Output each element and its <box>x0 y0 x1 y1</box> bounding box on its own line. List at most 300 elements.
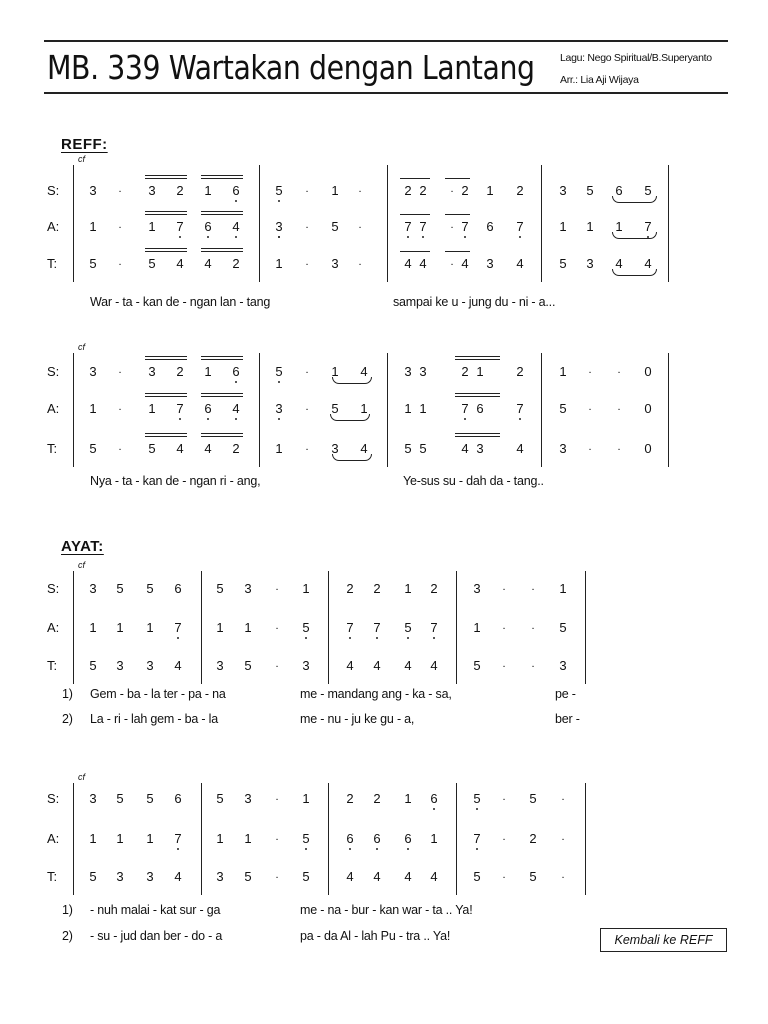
note: 7 <box>516 401 524 416</box>
rest-dot: . <box>118 219 122 231</box>
note: 5 <box>586 183 594 198</box>
note: 2 <box>430 581 438 596</box>
composer-credit: Lagu: Nego Spiritual/B.Superyanto <box>560 52 712 64</box>
note: 1 <box>148 401 156 416</box>
note: 5 <box>302 831 310 846</box>
slur <box>332 377 372 384</box>
note: 3 <box>473 581 481 596</box>
octave-dot <box>278 381 280 383</box>
note: 4 <box>615 256 623 271</box>
note: 7 <box>644 219 652 234</box>
beam <box>145 248 187 249</box>
note: 5 <box>419 441 427 456</box>
note: 6 <box>232 183 240 198</box>
rest-dot: . <box>118 441 122 453</box>
rest-dot: . <box>450 183 454 195</box>
octave-dot <box>376 637 378 639</box>
note: 7 <box>373 620 381 635</box>
octave-dot <box>278 418 280 420</box>
bar-line <box>456 571 457 684</box>
octave-dot <box>422 236 424 238</box>
note: 4 <box>404 658 412 673</box>
note: 1 <box>302 791 310 806</box>
note: 2 <box>461 183 469 198</box>
verse-lyric: me - mandang ang - ka - sa, <box>300 687 452 701</box>
octave-dot <box>519 418 521 420</box>
octave-dot <box>433 808 435 810</box>
note: 3 <box>89 183 97 198</box>
note: 3 <box>275 219 283 234</box>
note: 1 <box>89 401 97 416</box>
rest-dot: . <box>502 620 506 632</box>
note: 3 <box>146 869 154 884</box>
beam <box>455 433 500 434</box>
note: 5 <box>89 658 97 673</box>
rest-dot: . <box>450 219 454 231</box>
note: 3 <box>419 364 427 379</box>
rest-dot: . <box>502 658 506 670</box>
note: 3 <box>148 183 156 198</box>
rest-dot: . <box>531 658 535 670</box>
octave-dot <box>476 808 478 810</box>
note: 4 <box>644 256 652 271</box>
note: 4 <box>404 869 412 884</box>
rest-dot: . <box>358 256 362 268</box>
bar-line <box>585 783 586 895</box>
voice-label: A: <box>47 401 60 416</box>
octave-dot <box>278 236 280 238</box>
lyric-line: sampai ke u - jung du - ni - a... <box>393 295 556 309</box>
rest-dot: . <box>118 183 122 195</box>
note: 1 <box>216 831 224 846</box>
octave-dot <box>278 200 280 202</box>
note: 6 <box>373 831 381 846</box>
rest-dot: . <box>275 791 279 803</box>
note: 6 <box>204 401 212 416</box>
beam <box>201 436 243 437</box>
slur <box>330 414 370 421</box>
bar-line <box>328 783 329 895</box>
note: 3 <box>216 658 224 673</box>
note: 4 <box>373 658 381 673</box>
bar-line <box>201 571 202 684</box>
note: 1 <box>244 620 252 635</box>
note: 6 <box>615 183 623 198</box>
note: 4 <box>204 256 212 271</box>
note: 4 <box>204 441 212 456</box>
beam <box>145 356 187 357</box>
beam <box>201 175 243 176</box>
lyric-line: War - ta - kan de - ngan lan - tang <box>90 295 271 309</box>
octave-dot <box>349 848 351 850</box>
note: 3 <box>244 791 252 806</box>
rest-dot: . <box>502 581 506 593</box>
beam <box>145 211 187 212</box>
beam <box>455 393 500 394</box>
note: 1 <box>244 831 252 846</box>
octave-dot <box>407 236 409 238</box>
note: 5 <box>644 183 652 198</box>
note: 4 <box>176 256 184 271</box>
voice-label: T: <box>47 441 58 456</box>
beam <box>455 356 500 357</box>
rest-dot: . <box>305 364 309 376</box>
voice-label: A: <box>47 831 60 846</box>
note: 0 <box>644 441 652 456</box>
beam <box>201 356 243 357</box>
bar-line <box>259 165 260 282</box>
note: 6 <box>174 791 182 806</box>
rest-dot: . <box>502 831 506 843</box>
note: 1 <box>116 620 124 635</box>
note: 5 <box>244 869 252 884</box>
octave-dot <box>207 418 209 420</box>
note: 3 <box>89 364 97 379</box>
verse-lyric: me - nu - ju ke gu - a, <box>300 712 415 726</box>
note: 2 <box>404 183 412 198</box>
note: 1 <box>204 183 212 198</box>
note: 5 <box>404 441 412 456</box>
rest-dot: . <box>305 256 309 268</box>
note: 5 <box>89 869 97 884</box>
beam <box>455 396 500 397</box>
section-ayat-heading: AYAT: <box>61 538 104 555</box>
beam <box>201 396 243 397</box>
note: 3 <box>89 581 97 596</box>
note: 6 <box>174 581 182 596</box>
note: 3 <box>89 791 97 806</box>
note: 3 <box>244 581 252 596</box>
octave-dot <box>235 418 237 420</box>
note: 3 <box>116 658 124 673</box>
note: 4 <box>232 219 240 234</box>
voice-label: S: <box>47 581 60 596</box>
octave-dot <box>407 637 409 639</box>
rest-dot: . <box>305 401 309 413</box>
voice-label: A: <box>47 620 60 635</box>
note: 7 <box>473 831 481 846</box>
note: 7 <box>461 219 469 234</box>
octave-dot <box>235 236 237 238</box>
cf-marking: cf <box>78 342 86 352</box>
beam <box>455 359 500 360</box>
cf-marking: cf <box>78 772 86 782</box>
note: 1 <box>216 620 224 635</box>
slur <box>612 196 657 203</box>
rest-dot: . <box>275 869 279 881</box>
note: 1 <box>302 581 310 596</box>
rest-dot: . <box>450 256 454 268</box>
note: 3 <box>116 869 124 884</box>
header-rule <box>44 92 728 94</box>
note: 5 <box>559 620 567 635</box>
beam <box>201 251 243 252</box>
slur <box>612 232 657 239</box>
note: 5 <box>146 791 154 806</box>
arranger-credit: Arr.: Lia Aji Wijaya <box>560 74 639 86</box>
rest-dot: . <box>118 364 122 376</box>
note: 2 <box>461 364 469 379</box>
verse-number: 1) <box>62 903 73 917</box>
note: 5 <box>404 620 412 635</box>
note: 1 <box>473 620 481 635</box>
verse-lyric: Gem - ba - la ter - pa - na <box>90 687 226 701</box>
note: 6 <box>430 791 438 806</box>
note: 3 <box>486 256 494 271</box>
rest-dot: . <box>617 441 621 453</box>
note: 5 <box>244 658 252 673</box>
beam <box>201 211 243 212</box>
note: 1 <box>204 364 212 379</box>
slur <box>332 454 372 461</box>
note: 1 <box>89 620 97 635</box>
note: 6 <box>486 219 494 234</box>
beam <box>445 251 470 252</box>
note: 4 <box>430 658 438 673</box>
cf-marking: cf <box>78 560 86 570</box>
beam <box>145 396 187 397</box>
verse-lyric: ber - <box>555 712 580 726</box>
note: 3 <box>586 256 594 271</box>
note: 2 <box>419 183 427 198</box>
voice-label: T: <box>47 658 58 673</box>
rest-dot: . <box>118 256 122 268</box>
note: 2 <box>176 364 184 379</box>
note: 5 <box>559 256 567 271</box>
note: 4 <box>360 441 368 456</box>
verse-lyric: pa - da Al - lah Pu - tra .. Ya! <box>300 929 451 943</box>
note: 6 <box>346 831 354 846</box>
note: 5 <box>148 256 156 271</box>
section-reff-heading: REFF: <box>61 136 108 153</box>
octave-dot <box>305 848 307 850</box>
note: 1 <box>615 219 623 234</box>
note: 6 <box>404 831 412 846</box>
note: 5 <box>302 869 310 884</box>
note: 1 <box>559 581 567 596</box>
note: 4 <box>373 869 381 884</box>
beam <box>145 359 187 360</box>
beam <box>455 436 500 437</box>
note: 1 <box>275 441 283 456</box>
top-rule <box>44 40 728 42</box>
beam <box>145 178 187 179</box>
beam <box>445 214 470 215</box>
octave-dot <box>235 200 237 202</box>
verse-number: 1) <box>62 687 73 701</box>
note: 2 <box>176 183 184 198</box>
note: 5 <box>331 401 339 416</box>
note: 5 <box>529 869 537 884</box>
beam <box>201 178 243 179</box>
note: 1 <box>404 791 412 806</box>
octave-dot <box>177 637 179 639</box>
beam <box>145 175 187 176</box>
note: 3 <box>559 183 567 198</box>
note: 5 <box>116 581 124 596</box>
beam <box>201 359 243 360</box>
lyric-line: Nya - ta - kan de - ngan ri - ang, <box>90 474 261 488</box>
note: 1 <box>559 364 567 379</box>
note: 1 <box>116 831 124 846</box>
note: 1 <box>360 401 368 416</box>
note: 5 <box>529 791 537 806</box>
note: 5 <box>216 791 224 806</box>
octave-dot <box>464 418 466 420</box>
cf-marking: cf <box>78 154 86 164</box>
note: 5 <box>473 658 481 673</box>
note: 3 <box>302 658 310 673</box>
note: 4 <box>346 658 354 673</box>
note: 4 <box>419 256 427 271</box>
beam <box>145 436 187 437</box>
rest-dot: . <box>561 869 565 881</box>
beam <box>445 178 470 179</box>
note: 3 <box>404 364 412 379</box>
note: 3 <box>331 256 339 271</box>
octave-dot <box>407 848 409 850</box>
note: 1 <box>476 364 484 379</box>
note: 5 <box>148 441 156 456</box>
note: 2 <box>346 581 354 596</box>
bar-line <box>541 165 542 282</box>
note: 1 <box>404 401 412 416</box>
note: 7 <box>430 620 438 635</box>
note: 3 <box>559 441 567 456</box>
note: 1 <box>146 620 154 635</box>
note: 7 <box>419 219 427 234</box>
note: 7 <box>176 401 184 416</box>
note: 5 <box>89 256 97 271</box>
rest-dot: . <box>275 581 279 593</box>
note: 1 <box>89 219 97 234</box>
note: 1 <box>89 831 97 846</box>
note: 4 <box>404 256 412 271</box>
note: 5 <box>216 581 224 596</box>
rest-dot: . <box>358 219 362 231</box>
octave-dot <box>464 236 466 238</box>
note: 1 <box>148 219 156 234</box>
voice-label: T: <box>47 869 58 884</box>
note: 5 <box>473 869 481 884</box>
beam <box>201 248 243 249</box>
note: 1 <box>430 831 438 846</box>
bar-line <box>259 353 260 467</box>
note: 0 <box>644 364 652 379</box>
note: 3 <box>146 658 154 673</box>
octave-dot <box>433 637 435 639</box>
octave-dot <box>177 848 179 850</box>
octave-dot <box>235 381 237 383</box>
rest-dot: . <box>531 581 535 593</box>
note: 4 <box>360 364 368 379</box>
beam <box>201 393 243 394</box>
note: 5 <box>473 791 481 806</box>
beam <box>145 214 187 215</box>
note: 1 <box>331 183 339 198</box>
bar-line <box>456 783 457 895</box>
note: 7 <box>404 219 412 234</box>
note: 4 <box>461 441 469 456</box>
note: 7 <box>174 831 182 846</box>
verse-lyric: pe - <box>555 687 576 701</box>
note: 7 <box>174 620 182 635</box>
bar-line <box>668 353 669 467</box>
beam <box>201 433 243 434</box>
note: 2 <box>232 441 240 456</box>
voice-label: S: <box>47 364 60 379</box>
rest-dot: . <box>588 364 592 376</box>
note: 3 <box>476 441 484 456</box>
verse-lyric: La - ri - lah gem - ba - la <box>90 712 218 726</box>
note: 5 <box>116 791 124 806</box>
rest-dot: . <box>502 869 506 881</box>
bar-line <box>73 571 74 684</box>
note: 2 <box>516 364 524 379</box>
rest-dot: . <box>561 831 565 843</box>
beam <box>400 214 430 215</box>
rest-dot: . <box>275 831 279 843</box>
note: 5 <box>559 401 567 416</box>
voice-label: T: <box>47 256 58 271</box>
voice-label: S: <box>47 791 60 806</box>
rest-dot: . <box>118 401 122 413</box>
octave-dot <box>179 236 181 238</box>
rest-dot: . <box>358 183 362 195</box>
note: 5 <box>146 581 154 596</box>
note: 1 <box>146 831 154 846</box>
note: 3 <box>216 869 224 884</box>
note: 6 <box>476 401 484 416</box>
note: 4 <box>430 869 438 884</box>
note: 2 <box>373 791 381 806</box>
bar-line <box>328 571 329 684</box>
note: 4 <box>461 256 469 271</box>
note: 1 <box>404 581 412 596</box>
bar-line <box>201 783 202 895</box>
octave-dot <box>179 418 181 420</box>
verse-lyric: me - na - bur - kan war - ta .. Ya! <box>300 903 473 917</box>
note: 1 <box>331 364 339 379</box>
note: 5 <box>89 441 97 456</box>
beam <box>145 433 187 434</box>
rest-dot: . <box>305 441 309 453</box>
note: 2 <box>232 256 240 271</box>
rest-dot: . <box>617 364 621 376</box>
bar-line <box>73 353 74 467</box>
beam <box>400 178 430 179</box>
note: 7 <box>461 401 469 416</box>
note: 6 <box>232 364 240 379</box>
rest-dot: . <box>531 620 535 632</box>
note: 4 <box>232 401 240 416</box>
bar-line <box>387 165 388 282</box>
beam <box>201 214 243 215</box>
note: 4 <box>516 441 524 456</box>
note: 1 <box>586 219 594 234</box>
note: 5 <box>275 364 283 379</box>
bar-line <box>668 165 669 282</box>
note: 5 <box>331 219 339 234</box>
octave-dot <box>349 637 351 639</box>
note: 6 <box>204 219 212 234</box>
octave-dot <box>376 848 378 850</box>
note: 2 <box>516 183 524 198</box>
rest-dot: . <box>305 183 309 195</box>
beam <box>145 251 187 252</box>
voice-label: S: <box>47 183 60 198</box>
note: 3 <box>331 441 339 456</box>
